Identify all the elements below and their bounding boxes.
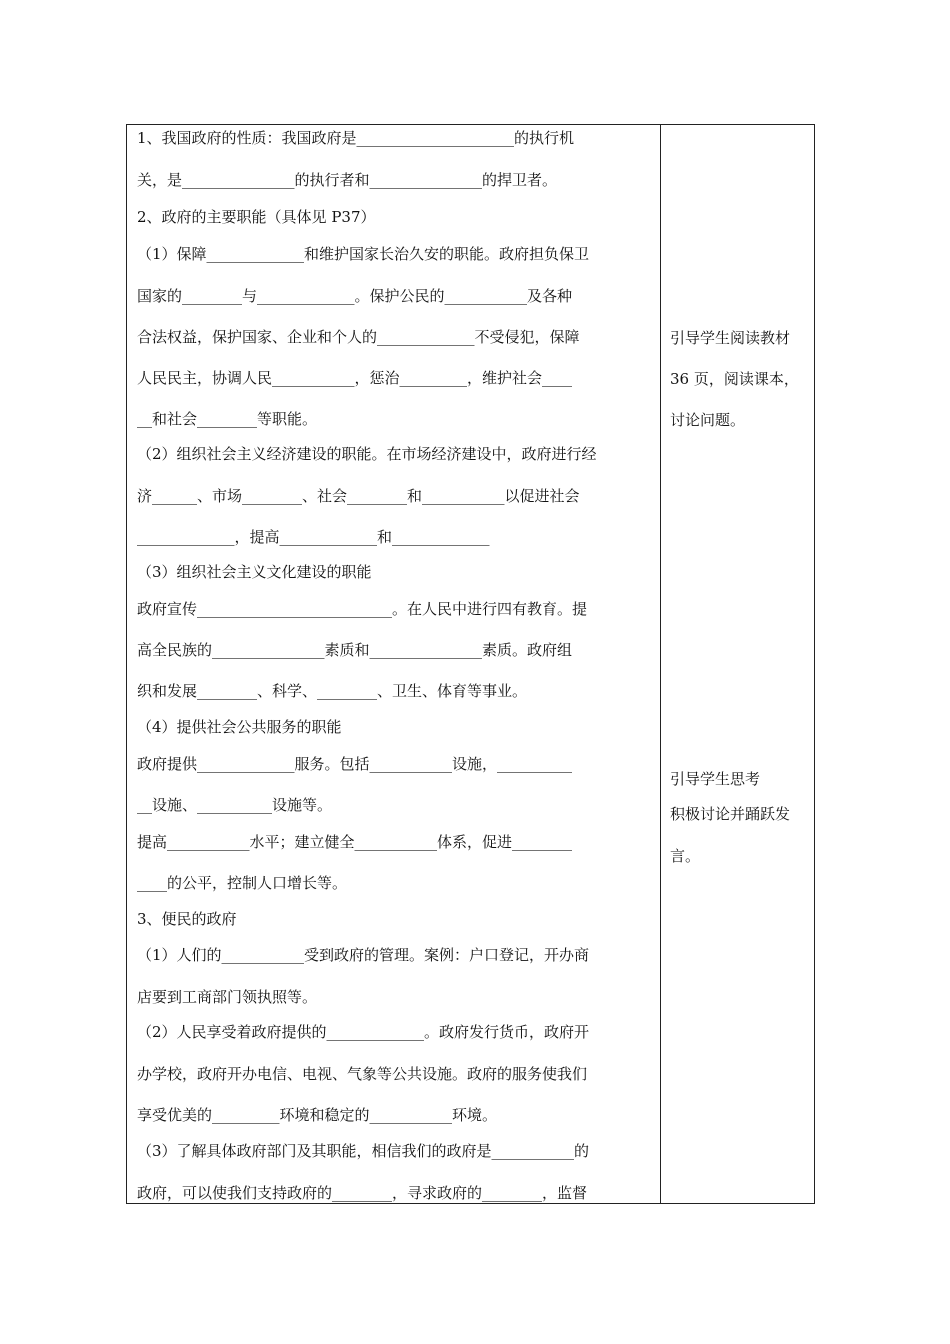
text-line: 享受优美的_________环境和稳定的___________环境。 xyxy=(137,1106,498,1124)
text-line: 3、便民的政府 xyxy=(137,910,237,928)
text-line: 合法权益，保护国家、企业和个人的_____________不受侵犯，保障 xyxy=(137,328,580,346)
text-line: （2）人民享受着政府提供的_____________。政府发行货币，政府开 xyxy=(137,1023,590,1041)
text-line: 国家的________与_____________。保护公民的___________及各种 xyxy=(137,287,573,305)
note-line: 讨论问题。 xyxy=(670,411,746,429)
text-line: __设施、__________设施等。 xyxy=(137,796,333,814)
text-line: 织和发展________、科学、________、卫生、体育等事业。 xyxy=(137,682,528,700)
text-line: 政府宣传__________________________。在人民中进行四有教育。提 xyxy=(137,600,588,618)
text-line: 2、政府的主要职能（具体见 P37） xyxy=(137,208,376,226)
text-line: _____________，提高_____________和_____________ xyxy=(137,528,490,546)
text-line: __和社会________等职能。 xyxy=(137,410,318,428)
note-line: 引导学生思考 xyxy=(670,770,761,788)
text-line: 人民民主，协调人民___________，惩治_________，维护社会____ xyxy=(137,369,573,387)
text-line: （3）了解具体政府部门及其职能，相信我们的政府是___________的 xyxy=(137,1142,590,1160)
text-line: 关，是_______________的执行者和_______________的捍卫者。 xyxy=(137,171,558,189)
lesson-table xyxy=(126,124,815,1204)
text-line: 政府，可以使我们支持政府的________，寻求政府的________，监督 xyxy=(137,1184,588,1202)
note-line: 引导学生阅读教材 xyxy=(670,329,791,347)
text-line: 办学校，政府开办电信、电视、气象等公共设施。政府的服务使我们 xyxy=(137,1065,588,1083)
text-line: （1）人们的___________受到政府的管理。案例：户口登记，开办商 xyxy=(137,946,590,964)
text-line: 提高___________水平；建立健全___________体系，促进________ xyxy=(137,833,573,851)
column-divider xyxy=(660,125,661,1203)
text-line: 政府提供_____________服务。包括___________设施，__________ xyxy=(137,755,573,773)
text-line: （2）组织社会主义经济建设的职能。在市场经济建设中，政府进行经 xyxy=(137,445,597,463)
text-line: 济______、市场________、社会________和___________以促进社会 xyxy=(137,487,580,505)
text-line: 1、我国政府的性质：我国政府是_____________________的执行机 xyxy=(137,129,575,147)
text-line: （1）保障_____________和维护国家长治久安的职能。政府担负保卫 xyxy=(137,245,590,263)
note-line: 言。 xyxy=(670,847,701,865)
note-line: 36 页，阅读课本， xyxy=(670,370,799,388)
text-line: 高全民族的_______________素质和_______________素质。政府组 xyxy=(137,641,573,659)
note-line: 积极讨论并踊跃发 xyxy=(670,805,791,823)
text-line: （4）提供社会公共服务的职能 xyxy=(137,718,342,736)
text-line: （3）组织社会主义文化建设的职能 xyxy=(137,563,372,581)
text-line: ____的公平，控制人口增长等。 xyxy=(137,874,348,892)
text-line: 店要到工商部门领执照等。 xyxy=(137,988,318,1006)
